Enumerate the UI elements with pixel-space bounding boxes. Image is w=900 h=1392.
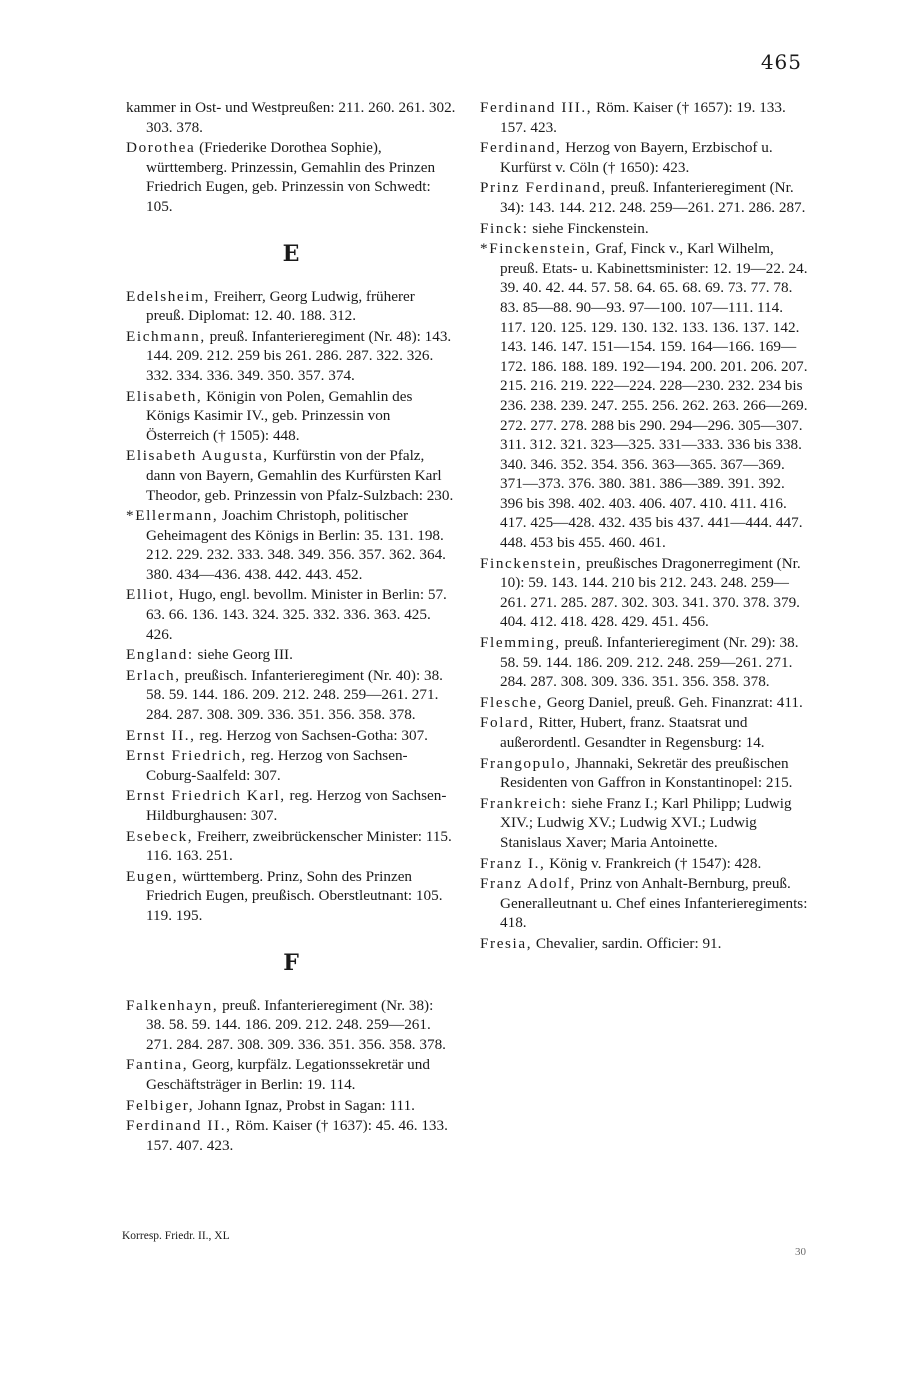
- index-entry: Felbiger, Johann Ignaz, Probst in Sagan: 111.: [126, 1096, 415, 1114]
- index-entry: Franz I., König v. Frankreich († 1547): 428.: [480, 854, 762, 872]
- block-d-continued: [126, 98, 456, 217]
- index-entry: Flesche, Georg Daniel, preuß. Geh. Finanzrat: 411.: [480, 693, 803, 711]
- index-entry: Ferdinand III., Röm. Kaiser († 1657): 19. 133. 157. 423.: [480, 99, 786, 136]
- index-entry: Finckenstein, preußisches Dragonerregiment (Nr. 10): 59. 143. 144. 210 bis 212. 243. 248. 259—261. 271. 285. 287. 302. 303. 341. 370. 378. 379. 404. 412. 418. 428. 429. 451. 456.: [480, 554, 801, 631]
- footer-citation: Korresp. Friedr. II., XL: [122, 1230, 230, 1242]
- section-letter-e: E: [282, 240, 300, 267]
- index-entry: Edelsheim, Freiherr, Georg Ludwig, früherer preuß. Diplomat: 12. 40. 188. 312.: [126, 287, 415, 325]
- index-entry: Folard, Ritter, Hubert, franz. Staatsrat und außerordentl. Gesandter in Regensburg: 14.: [480, 714, 765, 751]
- index-entry: Falkenhayn, preuß. Infanterieregiment (Nr. 38): 38. 58. 59. 144. 186. 209. 212. 248. 259—261. 271. 284. 287. 308. 309. 336. 351. 356. 358. 378.: [126, 996, 446, 1053]
- index-entry: Frankreich: siehe Franz I.; Karl Philipp; Ludwig XIV.; Ludwig XV.; Ludwig XVI.; Ludwig Stanislaus Xaver; Maria Antoinette.: [480, 794, 792, 851]
- page-number: 465: [760, 50, 802, 74]
- index-entry: Flemming, preuß. Infanterieregiment (Nr. 29): 38. 58. 59. 144. 186. 209. 212. 248. 259—261. 271. 284. 287. 308. 309. 336. 351. 356. 358. 378.: [480, 634, 799, 691]
- index-entry: Ernst II., reg. Herzog von Sachsen-Gotha: 307.: [126, 726, 428, 744]
- section-letter-f: F: [283, 949, 299, 976]
- index-entry: kammer in Ost- und Westpreußen: 211. 260. 261. 302. 303. 378.: [126, 99, 456, 136]
- index-entry: Ernst Friedrich, reg. Herzog von Sachsen-Coburg-Saalfeld: 307.: [126, 747, 408, 784]
- index-entry: Prinz Ferdinand, preuß. Infanterieregiment (Nr. 34): 143. 144. 212. 248. 259—261. 271. 286. 287.: [480, 179, 806, 216]
- index-column-right: [480, 98, 808, 955]
- index-entry: *Finckenstein, Graf, Finck v., Karl Wilhelm, preuß. Etats- u. Kabinettsminister: 12. 19—22. 24. 39. 40. 42. 44. 57. 58. 64. 65. 68. 69. 73. 77. 78. 83. 85—88. 90—93. 97—100. 107—111. 114. 117. 120. 125. 129. 130. 132. 133. 136. 137. 142. 143. 146. 147. 151—154. 159. 164—166. 169—172. 186. 188. 189. 192—194. 200. 201. 206. 207. 215. 216. 219. 222—224. 228—230. 232. 234 bis 236. 238. 239. 247. 255. 256. 262. 263. 266—269. 272. 277. 278. 288 bis 290. 294—296. 305—307. 311. 312. 321. 323—325. 331—333. 336 bis 338. 340. 346. 352. 354. 356. 363—365. 367—369. 371—373. 376. 380. 381. 386—389. 391. 392. 396 bis 398. 402. 403. 406. 407. 410. 411. 416. 417. 425—428. 432. 435 bis 437. 441—444. 447. 448. 453 bis 455. 460. 461.: [480, 240, 808, 552]
- signature-mark: 30: [795, 1246, 806, 1258]
- index-entry: Franz Adolf, Prinz von Anhalt-Bernburg, preuß. Generalleutnant u. Chef eines Infanterieregiments: 418.: [480, 875, 808, 932]
- block-e: [126, 287, 456, 926]
- index-entry: England: siehe Georg III.: [126, 646, 293, 664]
- index-entry: *Ellermann, Joachim Christoph, politischer Geheimagent des Königs in Berlin: 35. 131. 198. 212. 229. 232. 333. 348. 349. 356. 357. 362. 364. 380. 434—436. 438. 442. 443. 452.: [126, 507, 446, 583]
- index-entry: Ferdinand II., Röm. Kaiser († 1637): 45. 46. 133. 157. 407. 423.: [126, 1117, 448, 1154]
- index-entry: Fantina, Georg, kurpfälz. Legationssekretär und Geschäftsträger in Berlin: 19. 114.: [126, 1056, 430, 1093]
- index-entry: Erlach, preußisch. Infanterieregiment (Nr. 40): 38. 58. 59. 144. 186. 209. 212. 248. 259—261. 271. 284. 287. 308. 309. 336. 351. 356. 358. 378.: [126, 666, 443, 724]
- index-entry: Esebeck, Freiherr, zweibrückenscher Minister: 115. 116. 163. 251.: [126, 827, 452, 865]
- index-entry: Ernst Friedrich Karl, reg. Herzog von Sachsen-Hildburghausen: 307.: [126, 787, 447, 824]
- index-entry: Ferdinand, Herzog von Bayern, Erzbischof u. Kurfürst v. Cöln († 1650): 423.: [480, 139, 773, 176]
- index-entry: Elliot, Hugo, engl. bevollm. Minister in Berlin: 57. 63. 66. 136. 143. 324. 325. 332. 336. 363. 425. 426.: [126, 586, 447, 643]
- index-entry: Eugen, württemberg. Prinz, Sohn des Prinzen Friedrich Eugen, preußisch. Oberstleutnant: 105. 119. 195.: [126, 867, 443, 924]
- index-entry: Elisabeth Augusta, Kurfürstin von der Pfalz, dann von Bayern, Gemahlin des Kurfürsten Karl Theodor, geb. Prinzessin von Pfalz-Sulzbach: 230.: [126, 447, 454, 504]
- index-entry: Finck: siehe Finckenstein.: [480, 219, 649, 237]
- index-entry: Frangopulo, Jhannaki, Sekretär des preußischen Residenten von Gaffron in Konstantinopel: 215.: [480, 754, 793, 792]
- block-f: [126, 996, 456, 1156]
- index-column-left: [126, 98, 456, 1156]
- index-entry: Eichmann, preuß. Infanterieregiment (Nr. 48): 143. 144. 209. 212. 259 bis 261. 286. 287. 322. 326. 332. 334. 336. 349. 350. 357. 374.: [126, 327, 452, 384]
- index-entry: Elisabeth, Königin von Polen, Gemahlin des Königs Kasimir IV., geb. Prinzessin von Österreich († 1505): 448.: [126, 387, 413, 444]
- index-entry: Dorothea (Friederike Dorothea Sophie), württemberg. Prinzessin, Gemahlin des Prinzen Friedrich Eugen, geb. Prinzessin von Schwedt: 105.: [126, 139, 436, 215]
- index-entry: Fresia, Chevalier, sardin. Officier: 91.: [480, 934, 722, 952]
